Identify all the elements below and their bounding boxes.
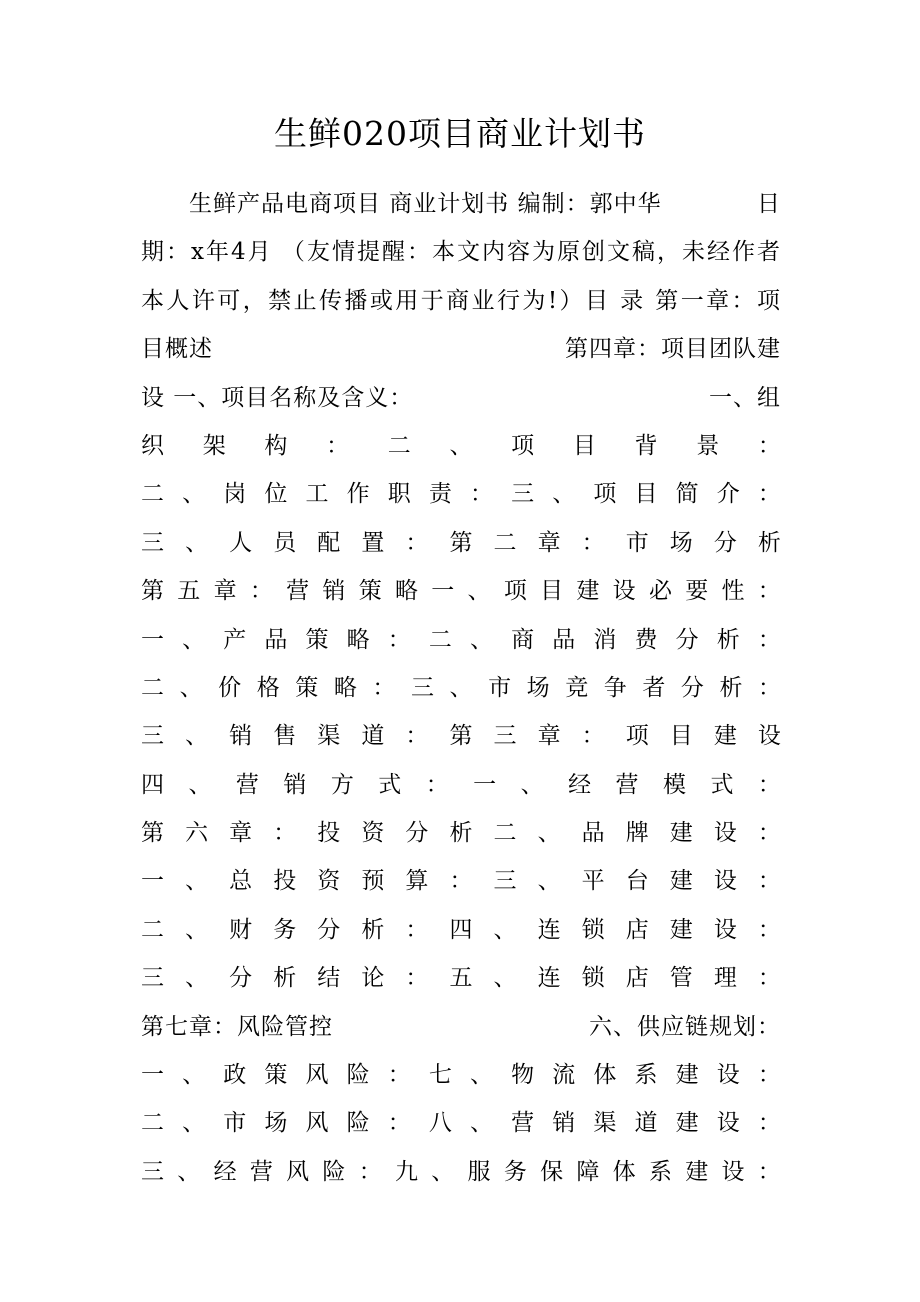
body-line: 织 架 构 ： 二 、 项 目 背 景 ： bbox=[141, 432, 781, 459]
body-line-text: 本人许可，禁止传播或用于商业行为!）目 录 第一章：项 bbox=[141, 287, 781, 314]
document-title: 生鲜020项目商业计划书 bbox=[274, 114, 646, 153]
body-line-segment: 日 bbox=[757, 191, 781, 217]
body-line-segment: 目概述 bbox=[141, 336, 213, 363]
body-line-segment: 设 一、项目名称及含义： bbox=[141, 384, 414, 411]
body-line: 二 、 岗 位 工 作 职 责 ： 三 、 项 目 简 介 ： bbox=[141, 481, 781, 508]
body-line: 一 、 总 投 资 预 算 ： 三 、 平 台 建 设 ： bbox=[141, 868, 781, 895]
body-line-segment: 一、组 bbox=[709, 384, 781, 411]
body-line: 一 、 政 策 风 险 ： 七 、 物 流 体 系 建 设 ： bbox=[141, 1062, 781, 1089]
body-line: 第 五 章 ： 营 销 策 略 一 、 项 目 建 设 必 要 性 ： bbox=[141, 578, 781, 605]
body-line bbox=[141, 1003, 781, 1051]
body-line: 三 、 人 员 配 置 ： 第 二 章 ： 市 场 分 析 bbox=[141, 529, 781, 556]
body-line-segment: 第四章：项目团队建 bbox=[565, 336, 781, 363]
body-line: 二 、 市 场 风 险 ： 八 、 营 销 渠 道 建 设 ： bbox=[141, 1110, 781, 1137]
body-line: 三 、 经 营 风 险 ： 九 、 服 务 保 障 体 系 建 设 ： bbox=[141, 1158, 781, 1185]
body-line bbox=[141, 277, 781, 325]
document-body bbox=[141, 180, 781, 1196]
body-line-text: 期：x年4月 （友情提醒：本文内容为原创文稿，未经作者 bbox=[141, 239, 781, 266]
body-line-segment: 生鲜产品电商项目 商业计划书 编制：郭中华 bbox=[189, 191, 662, 217]
body-line: 三 、 分 析 结 论 ： 五 、 连 锁 店 管 理 ： bbox=[141, 965, 781, 992]
body-line: 一 、 产 品 策 略 ： 二 、 商 品 消 费 分 析 ： bbox=[141, 626, 781, 653]
body-line bbox=[141, 325, 781, 373]
body-line: 二 、 价 格 策 略 ： 三 、 市 场 竞 争 者 分 析 ： bbox=[141, 674, 781, 701]
body-line-segment: 第七章：风险管控 bbox=[141, 1013, 333, 1040]
body-line bbox=[141, 374, 781, 422]
body-line: 二 、 财 务 分 析 ： 四 、 连 锁 店 建 设 ： bbox=[141, 916, 781, 943]
body-line-segment: 六、供应链规划： bbox=[589, 1013, 781, 1040]
body-line: 四 、 营 销 方 式 ： 一 、 经 营 模 式 ： bbox=[141, 771, 781, 798]
body-line bbox=[141, 180, 781, 228]
body-line bbox=[141, 228, 781, 276]
body-line: 三 、 销 售 渠 道 ： 第 三 章 ： 项 目 建 设 bbox=[141, 723, 781, 750]
body-line: 第 六 章 ： 投 资 分 析 二 、 品 牌 建 设 ： bbox=[141, 820, 781, 847]
